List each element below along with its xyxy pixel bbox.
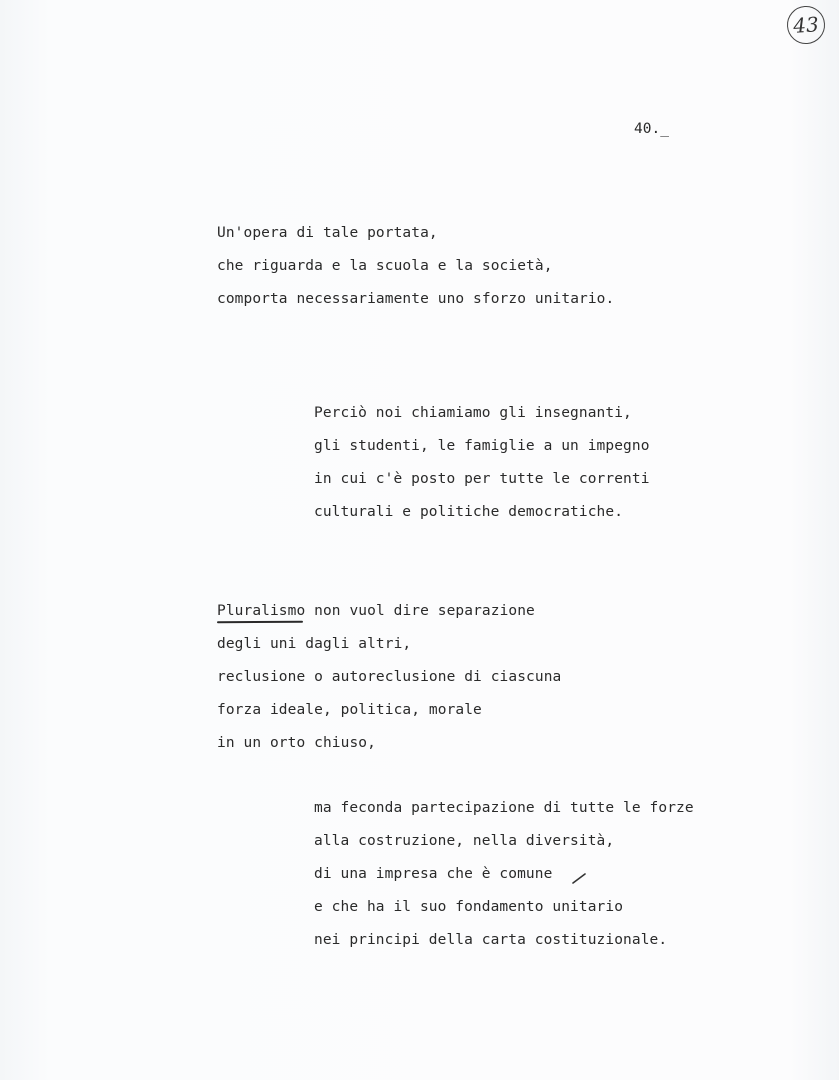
text-line: gli studenti, le famiglie a un impegno [314,438,650,454]
archive-page-stamp [786,5,827,46]
text-line-first [217,595,561,628]
page-number: 40._ [634,121,669,137]
paragraph-3 [217,595,561,760]
text-line: nei principi della carta costituzionale. [314,932,668,948]
underlined-word: Pluralismo [217,595,305,628]
text-line: di una impresa che è comune [314,866,553,882]
text-line-rest: non vuol dire separazione [305,603,535,619]
text-line: in cui c'è posto per tutte le correnti [314,471,650,487]
text-line: e che ha il suo fondamento unitario [314,899,624,915]
text-line: culturali e politiche democratiche. [314,504,624,520]
text-line: alla costruzione, nella diversità, [314,833,615,849]
text-line: degli uni dagli altri, [217,636,412,652]
text-line: reclusione o autoreclusione di ciascuna [217,669,562,685]
paragraph-2 [314,397,650,529]
text-line: Perciò noi chiamiamo gli insegnanti, [314,405,632,421]
text-line: comporta necessariamente uno sforzo unitario. [217,291,615,307]
text-line: ma feconda partecipazione di tutte le forze [314,800,694,816]
text-line: forza ideale, politica, morale [217,702,482,718]
text-line: Un'opera di tale portata, [217,225,438,241]
stamp-label: 43 [792,12,820,38]
handwritten-comma-mark [572,872,586,884]
paragraph-1 [217,217,614,316]
paragraph-4 [314,792,694,957]
text-line: in un orto chiuso, [217,735,376,751]
text-line: che riguarda e la scuola e la società, [217,258,553,274]
